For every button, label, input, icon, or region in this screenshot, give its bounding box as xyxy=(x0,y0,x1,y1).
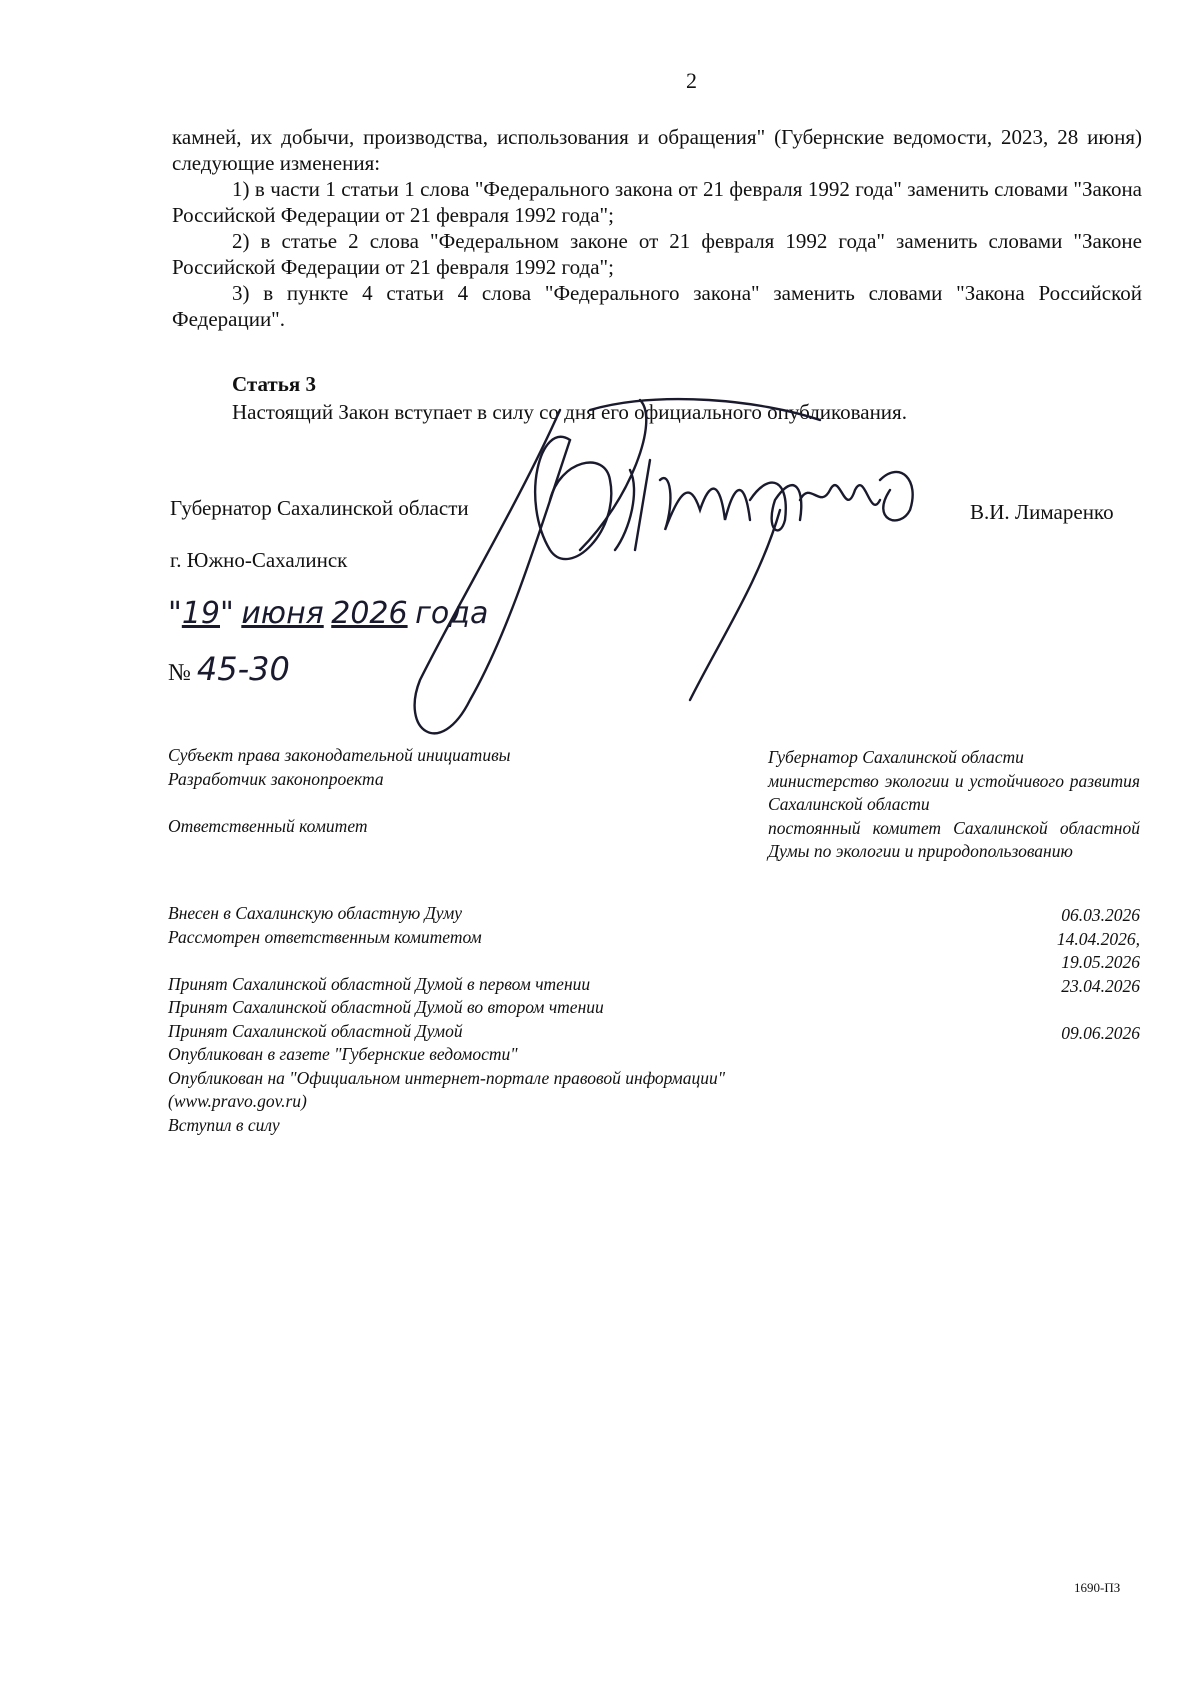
number-sign: № xyxy=(168,660,191,686)
handwritten-signature xyxy=(400,380,960,760)
document-code: 1690-ПЗ xyxy=(1074,1580,1121,1595)
meta-date: 19.05.2026 xyxy=(1061,952,1140,972)
meta-right-block xyxy=(768,746,1140,864)
meta-value: министерство экологии и устойчивого развития Сахалинской области xyxy=(768,770,1140,814)
meta-label: Рассмотрен ответственным комитетом xyxy=(168,926,482,947)
meta-label: Вступил в силу xyxy=(168,1114,280,1135)
date-quote-close: " xyxy=(220,596,234,631)
body-text xyxy=(172,124,1142,332)
meta-label: Внесен в Сахалинскую областную Думу xyxy=(168,903,463,923)
meta-label: Разработчик законопроекта xyxy=(168,768,384,789)
meta-label: Ответственный комитет xyxy=(168,815,368,836)
article-3-text: Настоящий Закон вступает в силу со дня его официального опубликования. xyxy=(232,400,907,424)
meta-date: 14.04.2026, xyxy=(1056,928,1140,949)
meta-label: Опубликован в газете "Губернские ведомости" xyxy=(168,1044,518,1064)
meta-label: Принят Сахалинской областной Думой во втором чтении xyxy=(168,997,604,1017)
date-suffix: года xyxy=(415,596,489,631)
meta-value: Губернатор Сахалинской области xyxy=(768,747,1024,767)
meta-spacer xyxy=(1057,998,1140,1022)
meta-label: Принят Сахалинской областной Думой xyxy=(168,1020,463,1041)
law-number xyxy=(168,650,290,688)
date-year: 2026 xyxy=(331,596,408,631)
amendment-item-1: 1) в части 1 статьи 1 слова "Федерального закона от 21 февраля 1992 года" заменить словами "Закона Российской Федерации от 21 февраля 1992 года"; xyxy=(172,177,1142,227)
meta-spacer xyxy=(168,949,768,973)
meta-date: 09.06.2026 xyxy=(1061,1022,1140,1043)
meta-label: Принят Сахалинской областной Думой в первом чтении xyxy=(168,973,591,994)
date-day: 19 xyxy=(181,596,220,631)
meta-date: 23.04.2026 xyxy=(1061,975,1140,996)
date-quote-open: " xyxy=(168,596,182,631)
city-line: г. Южно-Сахалинск xyxy=(170,548,348,572)
meta-label: Субъект права законодательной инициативы xyxy=(168,745,511,765)
meta-spacer xyxy=(168,791,768,815)
article-3-title: Статья 3 xyxy=(232,372,316,396)
meta-left-block xyxy=(168,744,768,838)
meta-left-block-2 xyxy=(168,902,768,1137)
amendment-item-2: 2) в статье 2 слова "Федеральном законе от 21 февраля 1992 года" заменить словами "Законе Российской Федерации от 21 февраля 1992 года"; xyxy=(172,229,1142,279)
intro-paragraph: камней, их добычи, производства, использования и обращения" (Губернские ведомости, 2023, 28 июня) следующие изменения: xyxy=(172,125,1142,175)
date-month: июня xyxy=(241,596,324,631)
page-number: 2 xyxy=(686,68,697,93)
governor-name: В.И. Лимаренко xyxy=(970,500,1114,524)
number-value: 45-30 xyxy=(196,650,290,688)
governor-title: Губернатор Сахалинской области xyxy=(170,496,469,520)
meta-dates xyxy=(1057,904,1140,1045)
meta-value: постоянный комитет Сахалинской областной Думы по экологии и природопользованию xyxy=(768,817,1140,861)
amendment-item-3: 3) в пункте 4 статьи 4 слова "Федерального закона" заменить словами "Закона Российской Федерации". xyxy=(172,281,1142,331)
meta-label: Опубликован на "Официальном интернет-портале правовой информации" (www.pravo.gov.ru) xyxy=(168,1067,726,1111)
meta-date: 06.03.2026 xyxy=(1061,905,1140,925)
